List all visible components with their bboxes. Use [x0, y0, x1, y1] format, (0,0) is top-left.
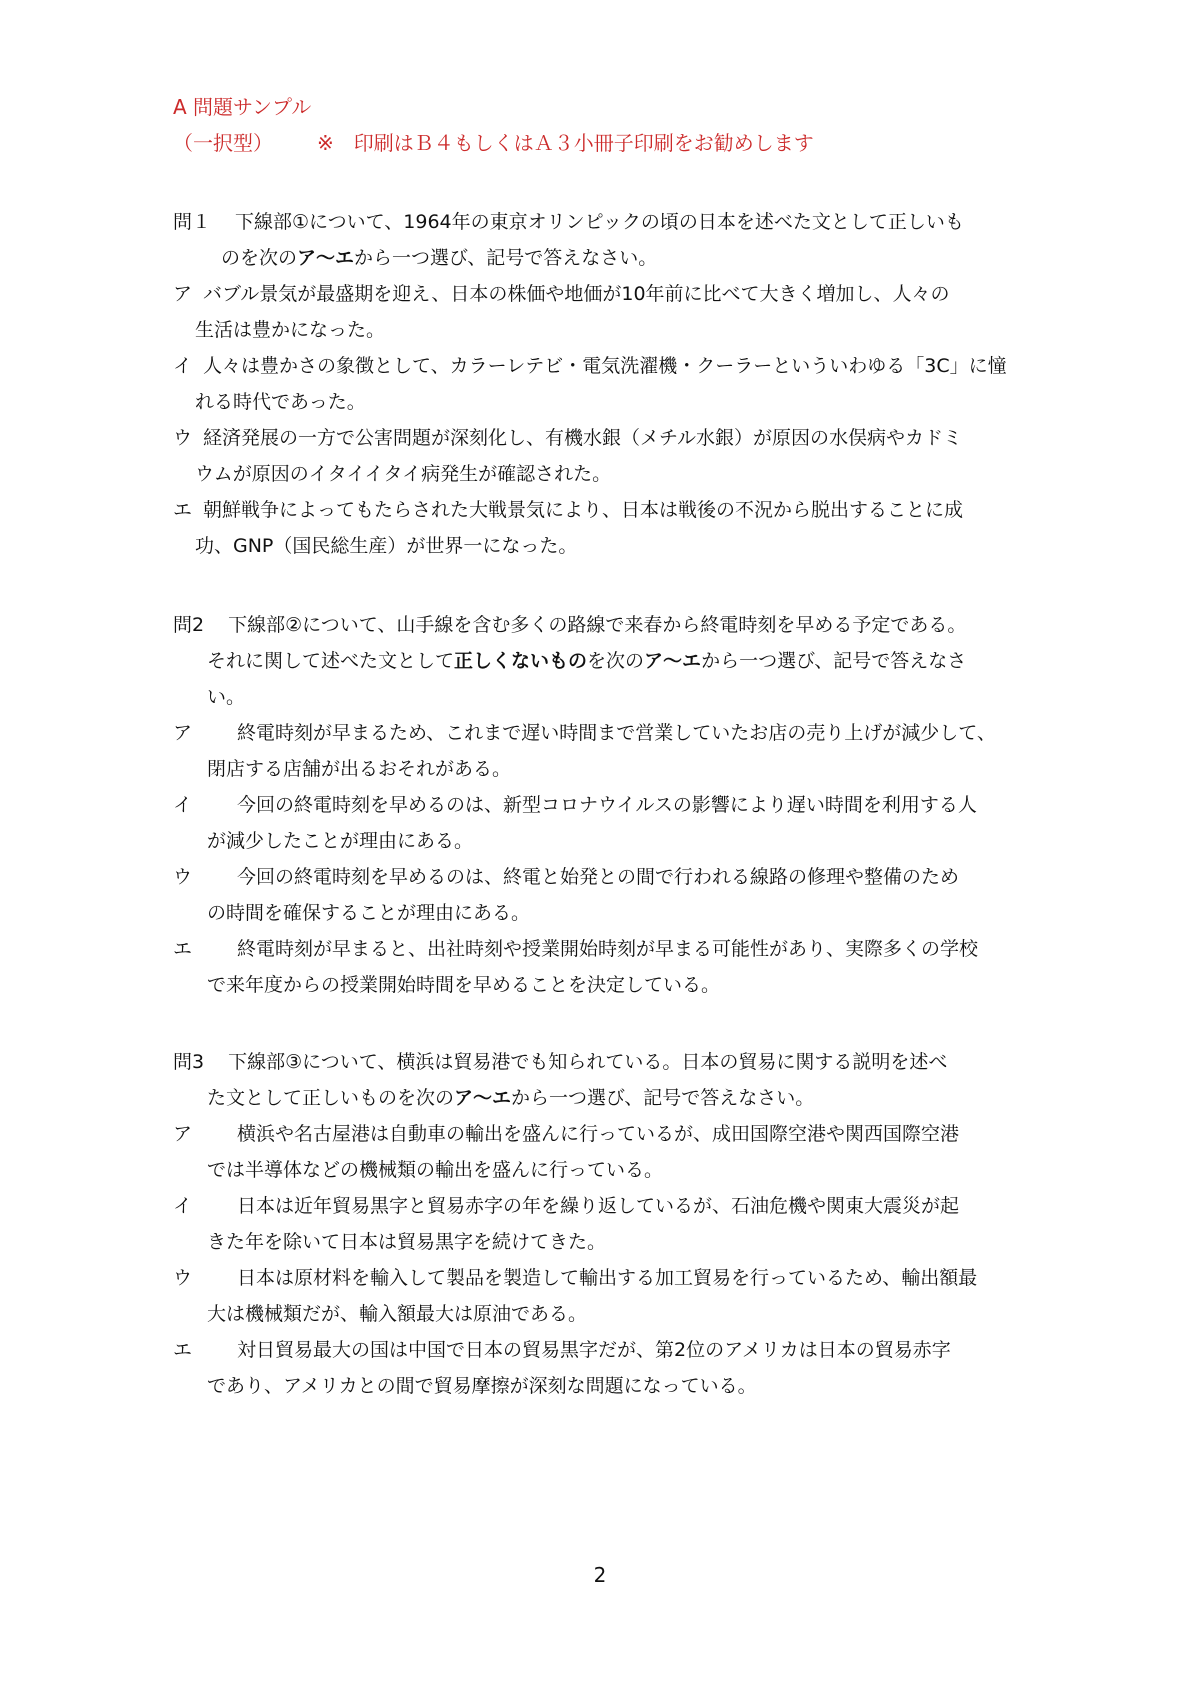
question-2	[173, 608, 1053, 1004]
page-number: 2	[593, 1563, 607, 1587]
option-i-cont: が減少したことが理由にある。	[207, 830, 474, 852]
option-i-cont: れる時代であった。	[195, 391, 366, 413]
stem-text: た文として正しいものを次の	[207, 1087, 455, 1109]
option-u-cont: 大は機械類だが、輸入額最大は原油である。	[207, 1303, 588, 1325]
stem-text: 下線部①について、1964年の東京オリンピックの頃の日本を述べた文として正しいも	[235, 211, 964, 233]
question-1	[173, 205, 1053, 565]
option-i	[173, 1189, 1053, 1225]
option-u	[173, 860, 1053, 896]
option-e	[173, 1333, 1053, 1369]
option-mark: ア	[173, 283, 193, 305]
option-u	[173, 421, 1053, 457]
header-subtitle	[173, 124, 814, 160]
option-a-cont: では半導体などの機械類の輸出を盛んに行っている。	[207, 1159, 664, 1181]
stem-text: から一つ選び、記号で答えなさい。	[354, 247, 658, 269]
option-mark: エ	[173, 499, 193, 521]
option-a	[173, 1117, 1053, 1153]
option-text: 日本は近年貿易黒字と貿易赤字の年を繰り返しているが、石油危機や関東大震災が起	[237, 1195, 960, 1217]
option-mark: イ	[173, 794, 193, 816]
option-text: 日本は原材料を輸入して製品を製造して輸出する加工貿易を行っているため、輸出額最	[237, 1267, 978, 1289]
option-e	[173, 932, 1053, 968]
option-mark: ウ	[173, 866, 193, 888]
option-u	[173, 1261, 1053, 1297]
stem-text: のを次の	[221, 247, 298, 269]
stem-text: を次の	[587, 650, 645, 672]
option-text: 終電時刻が早まるため、これまで遅い時間まで営業していたお店の売り上げが減少して、	[237, 722, 996, 744]
question-stem-cont	[173, 1081, 1053, 1117]
question-number: 問3	[173, 1051, 205, 1073]
option-mark: エ	[173, 938, 193, 960]
option-mark: ア	[173, 722, 193, 744]
option-u-cont: の時間を確保することが理由にある。	[207, 902, 531, 924]
option-text: 終電時刻が早まると、出社時刻や授業開始時刻が早まる可能性があり、実際多くの学校	[237, 938, 979, 960]
choice-range: ア～エ	[297, 247, 355, 269]
stem-text: から一つ選び、記号で答えなさい。	[511, 1087, 815, 1109]
stem-text: それに関して述べた文として	[207, 650, 455, 672]
option-e-cont: であり、アメリカとの間で貿易摩擦が深刻な問題になっている。	[207, 1375, 757, 1397]
question-stem	[173, 1045, 1053, 1081]
option-text: 今回の終電時刻を早めるのは、新型コロナウイルスの影響により遅い時間を利用する人	[237, 794, 977, 816]
option-e	[173, 493, 1053, 529]
question-stem-cont	[173, 241, 1053, 277]
option-mark: エ	[173, 1339, 193, 1361]
option-e-cont: 功、GNP（国民総生産）が世界一になった。	[195, 535, 578, 557]
option-text: 横浜や名古屋港は自動車の輸出を盛んに行っているが、成田国際空港や関西国際空港	[237, 1123, 960, 1145]
option-mark: イ	[173, 355, 193, 377]
option-text: バブル景気が最盛期を迎え、日本の株価や地価が10年前に比べて大きく増加し、人々の	[203, 283, 950, 305]
header-type-label: （一択型）	[173, 131, 273, 155]
header-title: A 問題サンプル	[173, 95, 312, 119]
option-e-cont: で来年度からの授業開始時間を早めることを決定している。	[207, 974, 721, 996]
stem-text: 下線部②について、山手線を含む多くの路線で来春から終電時刻を早める予定である。	[228, 614, 967, 636]
option-a-cont: 閉店する店舗が出るおそれがある。	[207, 758, 512, 780]
option-text: 対日貿易最大の国は中国で日本の貿易黒字だが、第2位のアメリカは日本の貿易赤字	[237, 1339, 951, 1361]
option-text: 今回の終電時刻を早めるのは、終電と始発との間で行われる線路の修理や整備のため	[237, 866, 960, 888]
header-print-note: ※ 印刷はＢ４もしくはＡ３小冊子印刷をお勧めします	[317, 131, 814, 155]
choice-range: ア～エ	[644, 650, 702, 672]
question-number: 問１	[173, 211, 212, 233]
question-stem-cont	[173, 644, 1053, 680]
option-i	[173, 788, 1053, 824]
option-a	[173, 716, 1053, 752]
sample-header	[173, 88, 814, 160]
option-mark: イ	[173, 1195, 193, 1217]
option-i	[173, 349, 1053, 385]
option-mark: ウ	[173, 427, 193, 449]
stem-text: から一つ選び、記号で答えなさ	[701, 650, 967, 672]
option-a	[173, 277, 1053, 313]
question-3	[173, 1045, 1053, 1405]
stem-text: 下線部③について、横浜は貿易港でも知られている。日本の貿易に関する説明を述べ	[228, 1051, 948, 1073]
question-stem	[173, 205, 1053, 241]
question-stem-cont: い。	[207, 686, 246, 708]
question-stem	[173, 608, 1053, 644]
emphasis-text: 正しくないもの	[454, 650, 588, 672]
option-i-cont: きた年を除いて日本は貿易黒字を続けてきた。	[207, 1231, 607, 1253]
option-text: 経済発展の一方で公害問題が深刻化し、有機水銀（メチル水銀）が原因の水俣病やカドミ	[203, 427, 963, 449]
option-mark: ア	[173, 1123, 193, 1145]
option-text: 人々は豊かさの象徴として、カラーレテビ・電気洗濯機・クーラーといういわゆる「3C」に憧	[203, 355, 1007, 377]
question-number: 問2	[173, 614, 205, 636]
option-a-cont: 生活は豊かになった。	[195, 319, 386, 341]
option-text: 朝鮮戦争によってもたらされた大戦景気により、日本は戦後の不況から脱出することに成	[203, 499, 964, 521]
option-mark: ウ	[173, 1267, 193, 1289]
option-u-cont: ウムが原因のイタイイタイ病発生が確認された。	[195, 463, 612, 485]
choice-range: ア～エ	[454, 1087, 512, 1109]
